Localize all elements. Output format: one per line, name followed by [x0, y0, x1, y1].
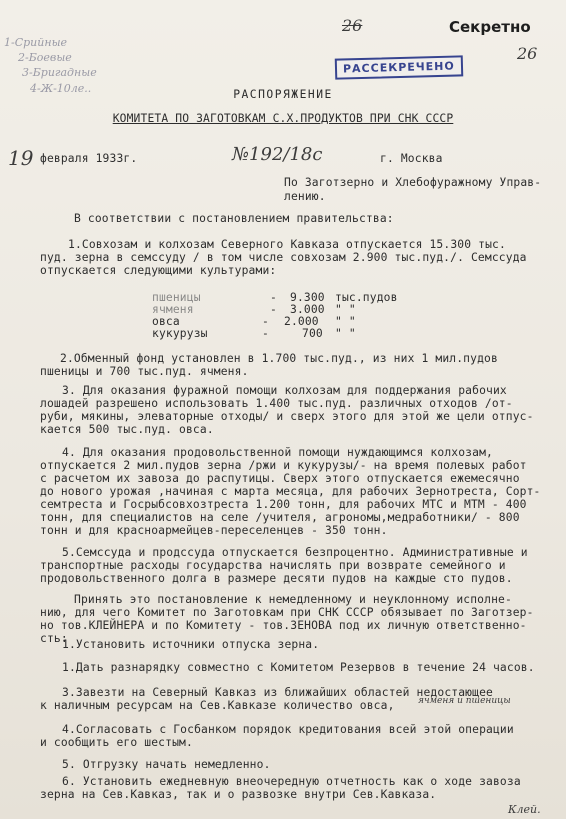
recipient-line: По Заготзерно и Хлебофуражному Управ- [284, 176, 542, 189]
crop-dash: - [270, 303, 277, 316]
pencil-note: 2-Боевые [18, 51, 72, 64]
crossed-number: 26 [342, 16, 363, 35]
recipient-line: лению. [284, 190, 326, 203]
bottom-handwriting: Клей. [508, 803, 541, 816]
crop-unit: тыс.пудов [335, 291, 398, 304]
crop-name: кукурузы [152, 327, 208, 340]
pencil-note: 3-Бригадные [22, 66, 97, 79]
crop-amount: 2.000 [284, 315, 319, 328]
paragraph-3-line: кается 500 тыс.пуд. овса. [40, 423, 214, 436]
document-number: №192/18с [232, 144, 323, 165]
city: г. Москва [380, 152, 443, 165]
item-6-line: 6. Установить ежедневную внеочередную отчетность как о ходе завоза [62, 775, 521, 788]
crop-unit: " " [335, 303, 356, 316]
paragraph-6-line: нию, для чего Комитет по Заготовкам при СНК СССР обязывает по Заготзер- [40, 606, 534, 619]
item-5: 5. Отгрузку начать немедленно. [62, 758, 271, 771]
item-3-handwritten: ячменя и пшеницы [418, 696, 511, 706]
crop-name: пшеницы [152, 291, 201, 304]
paragraph-1-line: пуд. зерна в семссуду / в том числе совхозам 2.900 тыс.пуд./. Семссуда [40, 251, 527, 264]
paragraph-6-line: но тов.КЛЕЙНЕРА и по Комитету - тов.ЗЕНОВА под их личную ответственно- [40, 619, 527, 632]
crop-dash: - [262, 315, 269, 328]
date-day: 19 [8, 146, 34, 170]
paragraph-4-line: отпускается 2 мил.пудов зерна /ржи и кукурузы/- на время полевых работ [40, 459, 527, 472]
paragraph-2-line: 2.Обменный фонд установлен в 1.700 тыс.пуд., из них 1 мил.пудов [60, 352, 498, 365]
document-title: РАСПОРЯЖЕНИЕ [233, 88, 333, 101]
crop-unit: " " [335, 327, 356, 340]
secret-label: Секретно [449, 18, 531, 36]
paragraph-4-line: тонн, для специалистов на селе /учителя, агрономы,медработники/ - 800 [40, 511, 520, 524]
paragraph-3-line: 3. Для оказания фуражной помощи колхозам для поддержания рабочих [62, 384, 507, 397]
paragraph-4-line: с расчетом их завоза до распутицы. Сверх этого отпускается ежемесячно [40, 472, 520, 485]
crop-name: овса [152, 315, 180, 328]
crop-dash: - [262, 327, 269, 340]
paragraph-5-line: транспортные расходы государства начислять при возврате семейного и [40, 559, 506, 572]
paragraph-5-line: продовольственного долга в размере десяти пудов на каждые сто пудов. [40, 572, 513, 585]
paragraph-4-line: семтреста и Госрыбсовхозтреста 1.200 тонн, для рабочих МТС и МТМ - 400 [40, 498, 527, 511]
item-4-line: и сообщить его шестым. [40, 736, 193, 749]
paragraph-2-line: пшеницы и 700 тыс.пуд. ячменя. [40, 365, 249, 378]
pencil-note: 4-Ж-10ле.. [30, 82, 92, 95]
crop-unit: " " [335, 315, 356, 328]
paragraph-4-line: тонн и для красноармейцев-переселенцев - 350 тонн. [40, 524, 388, 537]
paragraph-6-line: Принять это постановление к немедленному и неуклонному исполне- [74, 593, 512, 606]
paragraph-1-line: отпускается следующими культурами: [40, 264, 277, 277]
item-2: 1.Дать разнарядку совместно с Комитетом Резервов в течение 24 часов. [62, 661, 535, 674]
paragraph-4-line: до нового урожая ,начиная с марта месяца, для рабочих Зернотреста, Сорт- [40, 485, 541, 498]
crop-dash: - [270, 291, 277, 304]
paragraph-3-line: лошадей разрешено использовать 1.400 тыс.пуд. различных отходов /от- [40, 397, 513, 410]
crop-amount: 3.000 [290, 303, 325, 316]
paragraph-3-line: руби, мякины, элеваторные отходы/ и сверх этого для этой же цели отпус- [40, 410, 534, 423]
paragraph-6-line: сть: [40, 632, 68, 645]
pencil-note: 1-Срийные [4, 36, 68, 49]
paragraph-1-line: 1.Совхозам и колхозам Северного Кавказа отпускается 15.300 тыс. [68, 238, 506, 251]
item-1: 1.Установить источники отпуска зерна. [62, 638, 320, 651]
sheet-number: 26 [517, 44, 538, 63]
item-3-line: 3.Завезти на Северный Кавказ из ближайших областей недостающее [62, 686, 493, 699]
item-3-line: к наличным ресурсам на Сев.Кавказе количество овса, [40, 699, 395, 712]
crop-amount: 9.300 [290, 291, 325, 304]
crop-amount: 700 [302, 327, 323, 340]
crop-name: ячменя [152, 303, 194, 316]
intro-text: В соответствии с постановлением правительства: [74, 212, 394, 225]
paragraph-5-line: 5.Семссуда и продссуда отпускается безпроцентно. Административные и [62, 546, 528, 559]
document-subtitle: КОМИТЕТА ПО ЗАГОТОВКАМ С.Х.ПРОДУКТОВ ПРИ СНК СССР [112, 112, 454, 125]
declassified-stamp: РАССЕКРЕЧЕНО [335, 55, 463, 79]
date-text: февраля 1933г. [40, 152, 138, 165]
paragraph-4-line: 4. Для оказания продовольственной помощи нуждающимся колхозам, [62, 446, 493, 459]
item-6-line: зерна на Сев.Кавказ, так и о развозке внутри Сев.Кавказа. [40, 788, 437, 801]
item-4-line: 4.Согласовать с Госбанком порядок кредитования всей этой операции [62, 723, 514, 736]
